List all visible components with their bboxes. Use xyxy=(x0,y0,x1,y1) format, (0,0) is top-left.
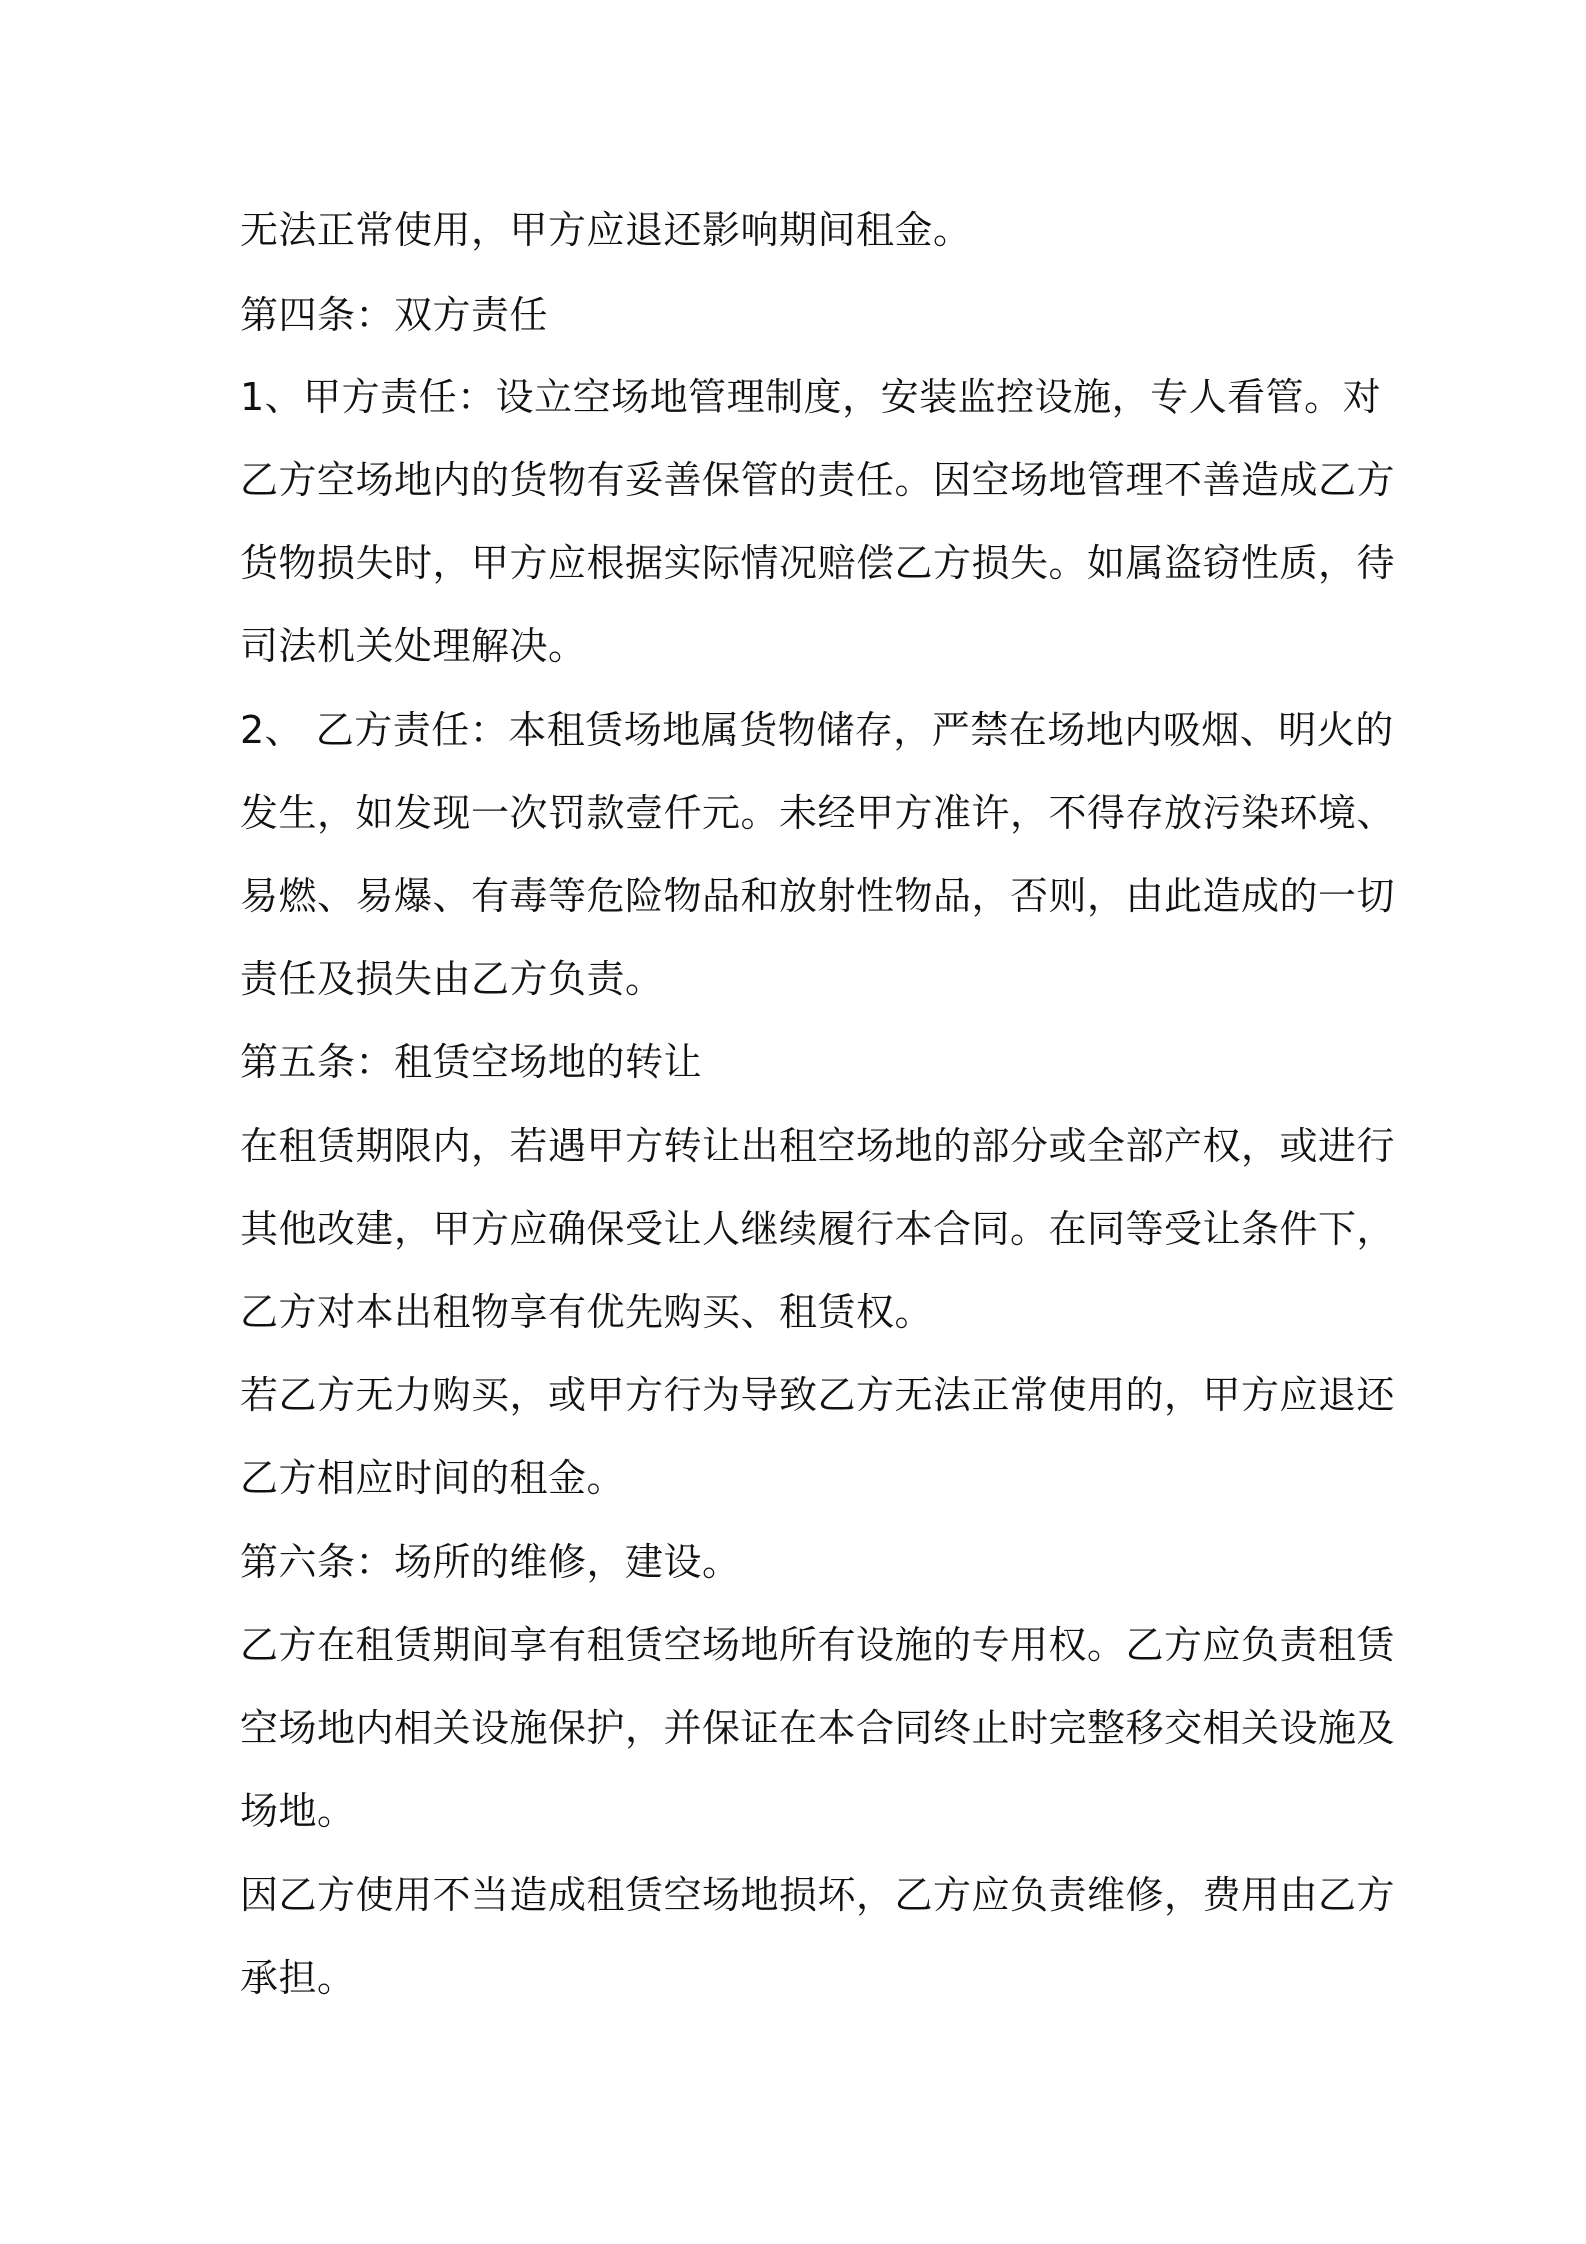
text-line: 易燃、易爆、有毒等危险物品和放射性物品，否则，由此造成的一切 xyxy=(240,874,1396,918)
text-line: 在租赁期限内，若遇甲方转让出租空场地的部分或全部产权，或进行 xyxy=(240,1124,1396,1168)
text-line: 乙方空场地内的货物有妥善保管的责任。因空场地管理不善造成乙方 xyxy=(240,458,1396,502)
text-line: 2、 乙方责任：本租赁场地属货物储存，严禁在场地内吸烟、明火的 xyxy=(240,708,1394,752)
text-line: 若乙方无力购买，或甲方行为导致乙方无法正常使用的，甲方应退还 xyxy=(240,1373,1396,1417)
section-heading: 第六条：场所的维修，建设。 xyxy=(240,1540,741,1584)
text-line: 其他改建，甲方应确保受让人继续履行本合同。在同等受让条件下， xyxy=(240,1207,1396,1251)
text-line: 因乙方使用不当造成租赁空场地损坏，乙方应负责维修，费用由乙方 xyxy=(240,1873,1396,1917)
text-line: 货物损失时，甲方应根据实际情况赔偿乙方损失。如属盗窃性质，待 xyxy=(240,541,1396,585)
text-line: 场地。 xyxy=(240,1789,356,1833)
text-line: 1、甲方责任：设立空场地管理制度，安装监控设施，专人看管。对 xyxy=(240,375,1382,419)
text-line: 发生，如发现一次罚款壹仟元。未经甲方准许，不得存放污染环境、 xyxy=(240,791,1396,835)
text-line: 责任及损失由乙方负责。 xyxy=(240,957,664,1001)
text-line: 乙方对本出租物享有优先购买、租赁权。 xyxy=(240,1290,934,1334)
text-line: 乙方在租赁期间享有租赁空场地所有设施的专用权。乙方应负责租赁 xyxy=(240,1623,1396,1667)
text-line: 空场地内相关设施保护，并保证在本合同终止时完整移交相关设施及 xyxy=(240,1706,1396,1750)
text-line: 无法正常使用，甲方应退还影响期间租金。 xyxy=(240,208,972,252)
section-heading: 第五条：租赁空场地的转让 xyxy=(240,1040,703,1084)
text-line: 司法机关处理解决。 xyxy=(240,624,587,668)
section-heading: 第四条：双方责任 xyxy=(240,293,549,337)
text-line: 乙方相应时间的租金。 xyxy=(240,1456,626,1500)
text-line: 承担。 xyxy=(240,1956,356,2000)
